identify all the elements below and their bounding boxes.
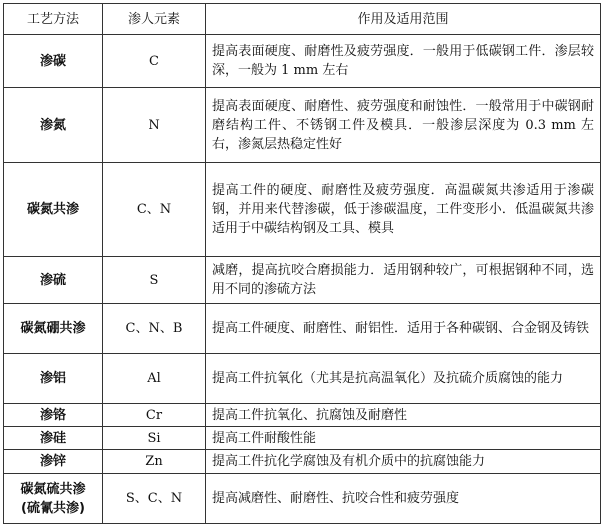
method-cell: 渗氮 [4,88,103,163]
table-row [4,427,601,450]
description-cell: 提高工件的硬度、耐磨性及疲劳强度．高温碳氮共渗适用于渗碳钢，并用来代替渗碳，低于渗碳温度，工件变形小．低温碳氮共渗适用于中碳结构钢及工具、模具 [206,163,601,257]
header-description: 作用及适用范围 [206,4,601,35]
description-cell: 提高工件抗氧化、抗腐蚀及耐磨性 [206,404,601,427]
table-row [4,450,601,474]
element-cell: Si [103,427,206,450]
process-table [3,3,601,524]
element-cell: C [103,35,206,88]
method-cell: 碳氮硼共渗 [4,304,103,354]
table-row [4,35,601,88]
description-cell: 减磨，提高抗咬合磨损能力．适用钢种较广，可根据钢种不同，选用不同的渗硫方法 [206,257,601,304]
element-cell: Zn [103,450,206,474]
table-row [4,257,601,304]
table-row [4,354,601,404]
table-row [4,404,601,427]
description-cell: 提高表面硬度、耐磨性及疲劳强度．一般用于低碳钢工件．渗层较深，一般为 1 mm 左右 [206,35,601,88]
description-cell: 提高工件硬度、耐磨性、耐铝性．适用于各种碳钢、合金钢及铸铁 [206,304,601,354]
method-cell: 渗铬 [4,404,103,427]
element-cell: N [103,88,206,163]
method-cell: 渗碳 [4,35,103,88]
description-cell: 提高工件抗化学腐蚀及有机介质中的抗腐蚀能力 [206,450,601,474]
method-cell: 渗硫 [4,257,103,304]
method-cell: 渗硅 [4,427,103,450]
table-row [4,474,601,524]
description-cell: 提高减磨性、耐磨性、抗咬合性和疲劳强度 [206,474,601,524]
method-cell: 碳氮共渗 [4,163,103,257]
element-cell: C、N [103,163,206,257]
header-row [4,4,601,35]
element-cell: S、C、N [103,474,206,524]
element-cell: C、N、B [103,304,206,354]
method-cell: 碳氮硫共渗 (硫氰共渗) [4,474,103,524]
header-method: 工艺方法 [4,4,103,35]
table-row [4,163,601,257]
method-cell: 渗铝 [4,354,103,404]
element-cell: Cr [103,404,206,427]
description-cell: 提高工件耐酸性能 [206,427,601,450]
element-cell: Al [103,354,206,404]
table-row [4,304,601,354]
method-cell: 渗锌 [4,450,103,474]
table-row [4,88,601,163]
description-cell: 提高表面硬度、耐磨性、疲劳强度和耐蚀性．一般常用于中碳钢耐磨结构工件、不锈钢工件及模具．一般渗层深度为 0.3 mm 左右，渗氮层热稳定性好 [206,88,601,163]
header-element: 渗人元素 [103,4,206,35]
element-cell: S [103,257,206,304]
description-cell: 提高工件抗氧化（尤其是抗高温氧化）及抗硫介质腐蚀的能力 [206,354,601,404]
